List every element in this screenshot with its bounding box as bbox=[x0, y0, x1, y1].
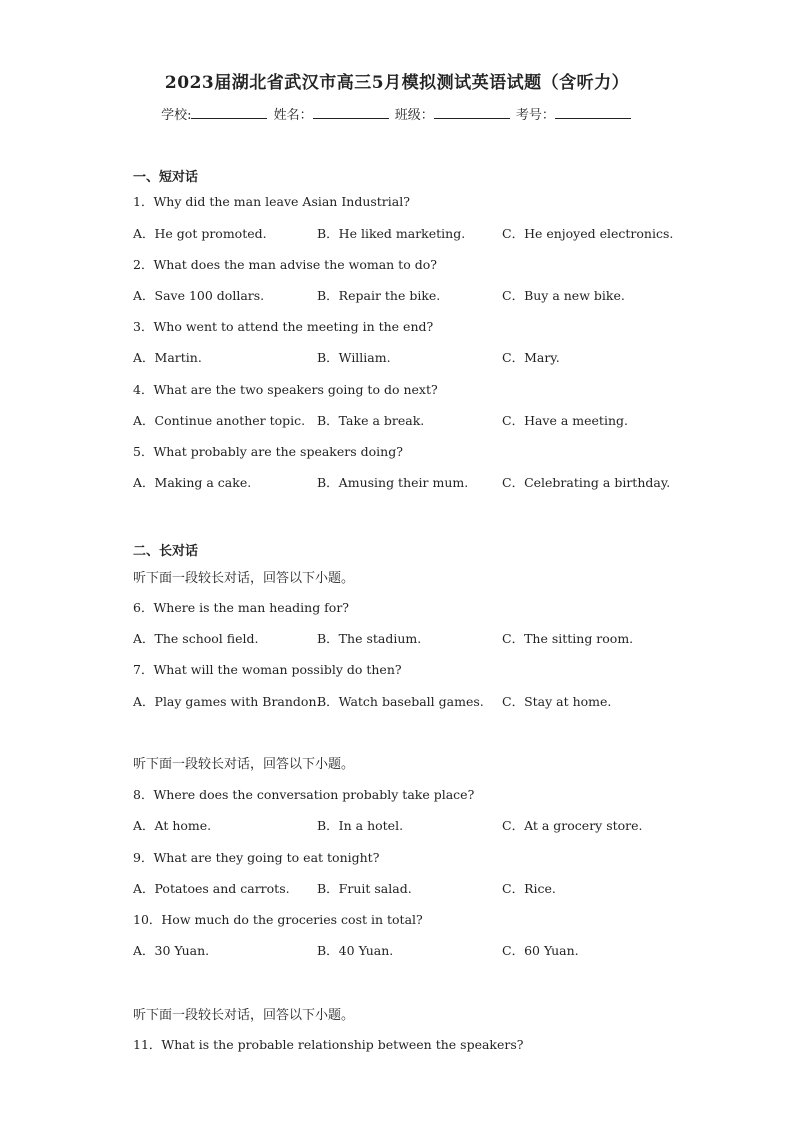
question-text: 3．Who went to attend the meeting in the end? bbox=[133, 319, 434, 334]
option-c: C．60 Yuan. bbox=[502, 943, 579, 958]
option-b: B．The stadium. bbox=[317, 631, 422, 646]
class-blank[interactable] bbox=[434, 106, 510, 119]
school-blank[interactable] bbox=[191, 106, 267, 119]
option-a: A．Play games with Brandon. bbox=[133, 694, 321, 709]
option-row bbox=[133, 224, 693, 242]
option-b: B．Amusing their mum. bbox=[317, 475, 469, 490]
option-b: B．40 Yuan. bbox=[317, 943, 394, 958]
option-c: C．Stay at home. bbox=[502, 694, 612, 709]
option-c: C．The sitting room. bbox=[502, 631, 634, 646]
option-a: A．The school field. bbox=[133, 631, 259, 646]
option-a: A．30 Yuan. bbox=[133, 943, 210, 958]
option-b: B．In a hotel. bbox=[317, 818, 404, 833]
question-text: 1．Why did the man leave Asian Industrial? bbox=[133, 194, 410, 209]
option-a: A．Continue another topic. bbox=[133, 413, 306, 428]
option-a: A．At home. bbox=[133, 818, 212, 833]
option-b: B．Fruit salad. bbox=[317, 881, 412, 896]
option-row bbox=[133, 879, 693, 897]
option-a: A．Making a cake. bbox=[133, 475, 252, 490]
option-b: B．Repair the bike. bbox=[317, 288, 441, 303]
option-c: C．Have a meeting. bbox=[502, 413, 628, 428]
question-text: 9．What are they going to eat tonight? bbox=[133, 850, 380, 865]
option-row bbox=[133, 411, 693, 429]
option-c: C．Celebrating a birthday. bbox=[502, 475, 671, 490]
number-label: 考号： bbox=[515, 108, 555, 123]
option-a: A．Potatoes and carrots. bbox=[133, 881, 290, 896]
question-text: 4．What are the two speakers going to do next? bbox=[133, 382, 438, 397]
option-row bbox=[133, 473, 693, 491]
question-text: 5．What probably are the speakers doing? bbox=[133, 444, 403, 459]
option-row bbox=[133, 286, 693, 304]
question-text: 7．What will the woman possibly do then? bbox=[133, 662, 402, 677]
section-heading: 一、短对话 bbox=[133, 170, 199, 185]
question-text: 11．What is the probable relationship between the speakers? bbox=[133, 1037, 524, 1052]
option-b: B．Watch baseball games. bbox=[317, 694, 484, 709]
option-a: A．Save 100 dollars. bbox=[133, 288, 265, 303]
option-c: C．Rice. bbox=[502, 881, 556, 896]
option-row bbox=[133, 816, 693, 834]
question-text: 2．What does the man advise the woman to do? bbox=[133, 257, 437, 272]
name-blank[interactable] bbox=[313, 106, 389, 119]
option-row bbox=[133, 941, 693, 959]
listening-instruction: 听下面一段较长对话，回答以下小题。 bbox=[133, 571, 355, 586]
school-label: 学校: bbox=[161, 108, 192, 123]
listening-instruction: 听下面一段较长对话，回答以下小题。 bbox=[133, 1008, 355, 1023]
class-label: 班级： bbox=[394, 108, 434, 123]
option-row bbox=[133, 629, 693, 647]
student-info-line bbox=[0, 104, 794, 123]
question-text: 8．Where does the conversation probably take place? bbox=[133, 787, 475, 802]
number-blank[interactable] bbox=[555, 106, 631, 119]
option-b: B．William. bbox=[317, 350, 391, 365]
option-b: B．Take a break. bbox=[317, 413, 425, 428]
option-a: A．He got promoted. bbox=[133, 226, 267, 241]
option-c: C．At a grocery store. bbox=[502, 818, 643, 833]
page-title: 2023届湖北省武汉市高三5月模拟测试英语试题（含听力） bbox=[164, 73, 630, 93]
option-c: C．Mary. bbox=[502, 350, 560, 365]
option-b: B．He liked marketing. bbox=[317, 226, 466, 241]
question-text: 10．How much do the groceries cost in total? bbox=[133, 912, 423, 927]
option-row bbox=[133, 692, 693, 710]
option-a: A．Martin. bbox=[133, 350, 202, 365]
question-text: 6．Where is the man heading for? bbox=[133, 600, 350, 615]
section-heading: 二、长对话 bbox=[133, 544, 199, 559]
option-c: C．Buy a new bike. bbox=[502, 288, 625, 303]
listening-instruction: 听下面一段较长对话，回答以下小题。 bbox=[133, 757, 355, 772]
name-label: 姓名： bbox=[273, 108, 313, 123]
option-row bbox=[133, 348, 693, 366]
option-c: C．He enjoyed electronics. bbox=[502, 226, 674, 241]
